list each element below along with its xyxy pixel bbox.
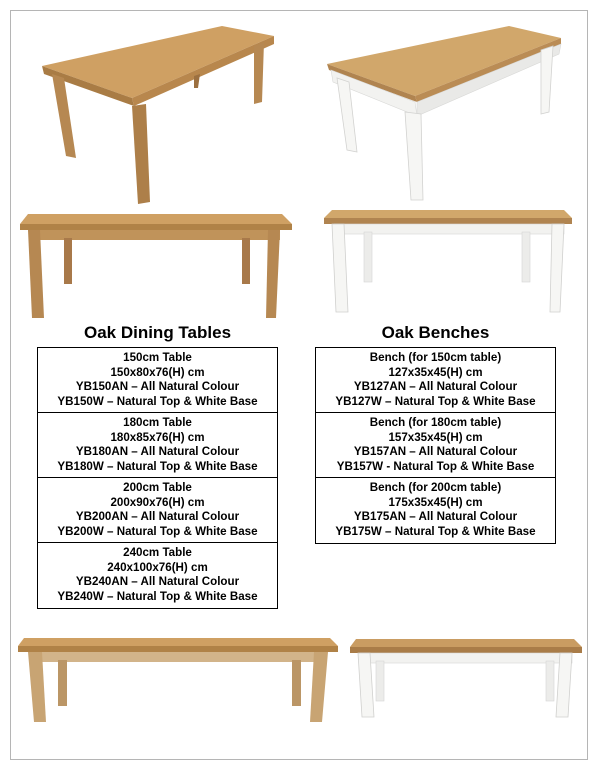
bench-white-code: YB127W – Natural Top & White Base	[335, 394, 536, 408]
bench-title: Bench (for 180cm table)	[369, 416, 502, 429]
table-spec-200	[38, 478, 277, 543]
table-natural-code: YB150AN – All Natural Colour	[75, 380, 240, 393]
table-title: 200cm Table	[123, 481, 192, 494]
natural-table-front-image	[18, 210, 298, 322]
benches-heading: Oak Benches	[381, 323, 490, 342]
white-bench-image	[350, 637, 584, 721]
natural-bench-image	[18, 636, 340, 726]
white-table-perspective-image	[325, 22, 565, 207]
benches-spec-box	[315, 347, 556, 544]
bench-size: 127x35x45(H) cm	[388, 365, 483, 379]
table-spec-240	[38, 543, 277, 608]
table-spec-180	[38, 413, 277, 478]
tables-heading: Oak Dining Tables	[83, 323, 232, 342]
bench-size: 175x35x45(H) cm	[388, 495, 483, 509]
white-table-front-image	[324, 208, 574, 316]
bench-white-code: YB157W - Natural Top & White Base	[336, 459, 535, 473]
table-title: 180cm Table	[123, 416, 192, 429]
bench-spec-157	[316, 413, 555, 478]
table-white-code: YB150W – Natural Top & White Base	[57, 394, 258, 408]
table-natural-code: YB240AN – All Natural Colour	[75, 575, 240, 588]
natural-table-perspective-image	[38, 22, 278, 207]
table-size: 200x90x76(H) cm	[110, 495, 205, 509]
table-title: 150cm Table	[123, 351, 192, 364]
bench-natural-code: YB157AN – All Natural Colour	[353, 445, 518, 458]
tables-spec-box	[37, 347, 278, 609]
table-natural-code: YB200AN – All Natural Colour	[75, 510, 240, 523]
table-natural-code: YB180AN – All Natural Colour	[75, 445, 240, 458]
bench-title: Bench (for 200cm table)	[369, 481, 502, 494]
table-white-code: YB200W – Natural Top & White Base	[57, 524, 258, 538]
table-title: 240cm Table	[123, 546, 192, 559]
bench-size: 157x35x45(H) cm	[388, 430, 483, 444]
bench-white-code: YB175W – Natural Top & White Base	[335, 524, 536, 538]
bench-spec-175	[316, 478, 555, 543]
table-size: 150x80x76(H) cm	[110, 365, 205, 379]
table-size: 240x100x76(H) cm	[107, 560, 208, 574]
table-spec-150	[38, 348, 277, 413]
table-white-code: YB240W – Natural Top & White Base	[57, 589, 258, 603]
table-size: 180x85x76(H) cm	[110, 430, 205, 444]
table-white-code: YB180W – Natural Top & White Base	[57, 459, 258, 473]
bench-natural-code: YB175AN – All Natural Colour	[353, 510, 518, 523]
bench-natural-code: YB127AN – All Natural Colour	[353, 380, 518, 393]
bench-title: Bench (for 150cm table)	[369, 351, 502, 364]
bench-spec-127	[316, 348, 555, 413]
